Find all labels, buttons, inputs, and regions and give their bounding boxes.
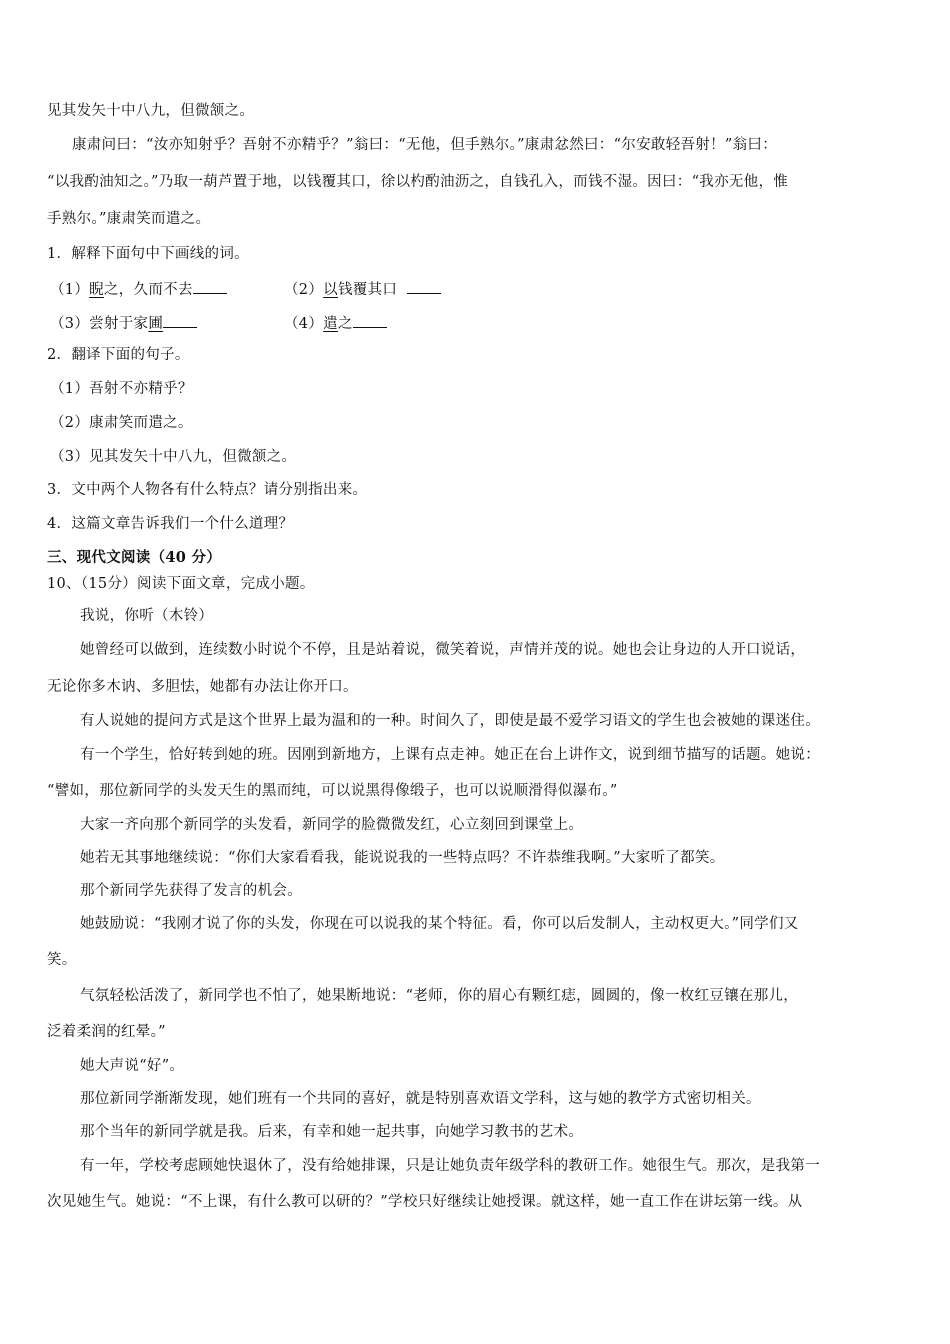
article-line: 笑。 — [47, 952, 77, 968]
q2-item-2: （2）康肃笑而遣之。 — [50, 415, 193, 431]
question-10-prompt: 10、（15分）阅读下面文章，完成小题。 — [47, 576, 315, 592]
question-1-title: 1．解释下面句中下画线的词。 — [47, 246, 249, 262]
answer-blank[interactable] — [407, 278, 441, 294]
classical-line-4: 手熟尔。”康肃笑而遣之。 — [47, 211, 211, 227]
q1-underlined-word: 圃 — [148, 316, 164, 332]
article-line: 泛着柔润的红晕。” — [47, 1024, 166, 1040]
q1-item-1 — [50, 278, 227, 300]
article-line: 她鼓励说：“我刚才说了你的头发，你现在可以说我的某个特征。看，你可以后发制人，主动权更大。”同学们又 — [80, 916, 799, 932]
q1-item-text: 之 — [337, 316, 353, 332]
q1-item-text: 钱覆其口 — [337, 282, 398, 298]
article-line: 气氛轻松活泼了，新同学也不怕了，她果断地说：“老师，你的眉心有颗红痣，圆圆的，像一枚红豆镶在那儿， — [80, 988, 799, 1004]
article-line: 无论你多木讷、多胆怯，她都有办法让你开口。 — [47, 679, 358, 695]
article-line: 她曾经可以做到，连续数小时说个不停，且是站着说，微笑着说，声情并茂的说。她也会让身边的人开口说话， — [80, 642, 806, 658]
article-line: 有一年，学校考虑顾她快退休了，没有给她排课，只是让她负责年级学科的教研工作。她很生气。那次，是我第一 — [80, 1158, 820, 1174]
q1-item-text: 尝射于家 — [89, 316, 149, 332]
article-title: 我说，你听（木铃） — [80, 608, 214, 624]
classical-line-1: 见其发矢十中八九，但微颔之。 — [47, 103, 255, 119]
q1-item-2 — [284, 278, 441, 300]
q2-item-3: （3）见其发矢十中八九，但微颔之。 — [50, 449, 297, 465]
article-line: 那个当年的新同学就是我。后来，有幸和她一起共事，向她学习教书的艺术。 — [80, 1124, 584, 1140]
question-2-title: 2．翻译下面的句子。 — [47, 347, 190, 363]
q1-underlined-word: 遣 — [323, 316, 338, 332]
q1-underlined-word: 睨 — [89, 282, 104, 298]
answer-blank[interactable] — [163, 312, 197, 328]
q1-item-text: 之，久而不去 — [103, 282, 193, 298]
article-line: 有一个学生，恰好转到她的班。因刚到新地方，上课有点走神。她正在台上讲作文，说到细节描写的话题。她说： — [80, 747, 820, 763]
article-line: 那个新同学先获得了发言的机会。 — [80, 883, 302, 899]
answer-blank[interactable] — [353, 312, 387, 328]
article-line: 次见她生气。她说：“不上课，有什么教可以研的？”学校只好继续让她授课。就这样，她一直工作在讲坛第一线。从 — [47, 1194, 803, 1210]
section-heading: 三、现代文阅读（40 分） — [47, 549, 222, 566]
q1-item-3 — [50, 312, 197, 334]
classical-line-3: “以我酌油知之。”乃取一葫芦置于地，以钱覆其口，徐以杓酌油沥之，自钱孔入，而钱不湿。因曰：“我亦无他，惟 — [47, 174, 789, 190]
article-line: “譬如，那位新同学的头发天生的黑而纯，可以说黑得像缎子，也可以说顺滑得似瀑布。” — [47, 783, 618, 799]
q1-underlined-word: 以 — [323, 282, 338, 298]
article-line: 她若无其事地继续说：“你们大家看看我，能说说我的一些特点吗？不许恭维我啊。”大家听了都笑。 — [80, 850, 725, 866]
question-4: 4．这篇文章告诉我们一个什么道理？ — [47, 516, 294, 532]
q1-item-num: （2） — [284, 282, 324, 298]
classical-line-2: 康肃问曰：“汝亦知射乎？吾射不亦精乎？”翁曰：“无他，但手熟尔。”康肃忿然曰：“尔安敢轻吾射！”翁曰： — [72, 137, 778, 153]
q1-item-num: （1） — [50, 282, 90, 298]
article-line: 大家一齐向那个新同学的头发看，新同学的脸微微发红，心立刻回到课堂上。 — [80, 817, 584, 833]
q2-item-1: （1）吾射不亦精乎？ — [50, 381, 193, 397]
q1-item-4 — [284, 312, 387, 334]
article-line: 那位新同学渐渐发现，她们班有一个共同的喜好，就是特别喜欢语文学科，这与她的教学方式密切相关。 — [80, 1091, 761, 1107]
q1-item-num: （4） — [284, 316, 324, 332]
article-line: 她大声说“好”。 — [80, 1058, 185, 1074]
question-3: 3．文中两个人物各有什么特点？请分别指出来。 — [47, 482, 368, 498]
answer-blank[interactable] — [193, 278, 227, 294]
article-line: 有人说她的提问方式是这个世界上最为温和的一种。时间久了，即使是最不爱学习语文的学生也会被她的课迷住。 — [80, 713, 820, 729]
q1-item-num: （3） — [50, 316, 90, 332]
